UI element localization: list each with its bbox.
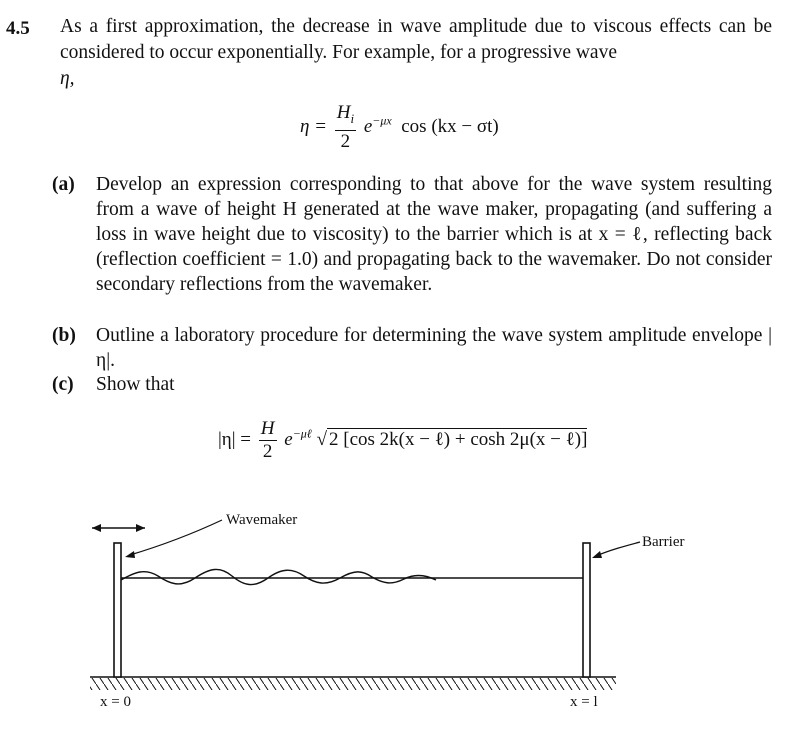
eq1-fraction [335, 102, 356, 153]
equation-progressive-wave [300, 102, 499, 153]
intro-text: As a first approximation, the decrease in wave amplitude due to viscous effects can be considered to occur exponentially. For example, for a progressive wave [60, 16, 772, 63]
eq1-numerator: H [336, 102, 351, 123]
arrow-left-icon [92, 524, 101, 532]
eq1-tail: cos (kx − σt) [401, 115, 499, 137]
wavemaker-leader-arrow-icon [125, 551, 135, 558]
equation-envelope [218, 418, 587, 463]
barrier-label: Barrier [642, 534, 685, 550]
eq1-denominator: 2 [340, 130, 351, 152]
eq2-denominator: 2 [262, 441, 273, 462]
eq1-numerator-sub: i [350, 110, 355, 126]
eq1-exponent: −μx [372, 113, 392, 128]
problem-intro [60, 14, 772, 92]
intro-symbol: η, [60, 68, 75, 89]
arrow-right-icon [136, 524, 145, 532]
part-c-text: Show that [96, 374, 175, 395]
wave-profile [121, 569, 436, 584]
part-a-text: Develop an expression corresponding to that above for the wave system resulting from a wave of height H generated at the wave maker, propagating (and suffering a loss in wave height due to viscosity) to the barrier which is at x = ℓ, reflecting back (reflection coefficient = 1.0) and propagating back to the wavemaker. Do not consider secondary reflections from the wavemaker. [96, 174, 772, 295]
sqrt-sign-icon: √ [316, 428, 327, 450]
part-c-label: (c) [52, 374, 74, 395]
wave-tank-diagram [0, 480, 786, 740]
barrier-wall [583, 543, 590, 677]
eq2-exp-base: e [284, 428, 293, 450]
xl-label: x = l [570, 694, 598, 710]
ground-hatch [90, 678, 616, 690]
wavemaker-label: Wavemaker [226, 512, 298, 528]
part-b-label: (b) [52, 325, 76, 346]
eq1-lhs: η = [300, 115, 327, 137]
eq2-exponent: −μℓ [292, 426, 312, 441]
eq2-lhs: |η| = [218, 428, 252, 450]
part-b-text: Outline a laboratory procedure for determining the wave system amplitude envelope |η|. [96, 325, 772, 371]
problem-number: 4.5 [6, 18, 30, 39]
wavemaker-paddle [114, 543, 121, 677]
eq2-fraction [259, 418, 277, 463]
x0-label: x = 0 [100, 694, 131, 710]
wavemaker-leader [130, 520, 222, 555]
eq2-sqrt-body: 2 [cos 2k(x − ℓ) + cosh 2μ(x − ℓ)] [329, 428, 588, 450]
eq2-numerator: H [260, 418, 275, 439]
barrier-leader-arrow-icon [592, 551, 602, 558]
part-a-label: (a) [52, 174, 75, 195]
eq1-exp-base: e [363, 115, 373, 137]
barrier-leader [596, 542, 640, 556]
